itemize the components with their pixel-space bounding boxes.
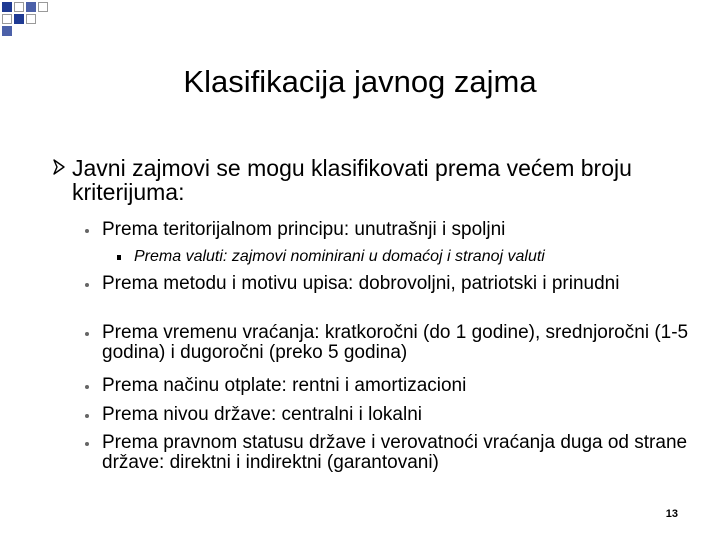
bullet-text: Prema nivou države: centralni i lokalni: [102, 404, 422, 425]
dot-bullet-icon: [85, 385, 89, 389]
bullet-level2: [102, 220, 692, 240]
slide-title: Klasifikacija javnog zajma: [183, 64, 537, 99]
dot-bullet-icon: [85, 414, 89, 418]
dot-bullet-icon: [85, 442, 89, 446]
bullet-text: Prema metodu i motivu upisa: dobrovoljni, patriotski i prinudni: [102, 273, 620, 294]
page-number: 13: [665, 508, 678, 520]
bullet-text: Prema načinu otplate: rentni i amortizacioni: [102, 375, 467, 396]
arrow-bullet-icon: [52, 158, 66, 176]
bullet-text: Prema teritorijalnom principu: unutrašnji i spoljni: [102, 219, 506, 240]
bullet-level2: [102, 433, 692, 473]
bullet-text: Javni zajmovi se mogu klasifikovati prema većem broju kriterijuma:: [72, 155, 632, 205]
bullet-text: Prema pravnom statusu države i verovatnoći vraćanja duga od strane države: direktni i indirektni (garantovani): [102, 432, 688, 473]
bullet-text: Prema vremenu vraćanja: kratkoročni (do 1 godine), srednjoročni (1-5 godina) i dugoročni (preko 5 godina): [102, 322, 689, 363]
bullet-level2: [102, 274, 692, 294]
bullet-level2: [102, 376, 692, 396]
bullet-level2: [102, 405, 692, 425]
dot-bullet-icon: [85, 332, 89, 336]
bullet-level3: [134, 248, 694, 266]
dot-bullet-icon: [85, 283, 89, 287]
dot-bullet-icon: [85, 229, 89, 233]
bullet-level2: [102, 323, 692, 363]
bullet-level1: [72, 156, 632, 204]
bullet-text: Prema valuti: zajmovi nominirani u domaćoj i stranoj valuti: [134, 248, 545, 265]
square-bullet-icon: [117, 255, 121, 260]
